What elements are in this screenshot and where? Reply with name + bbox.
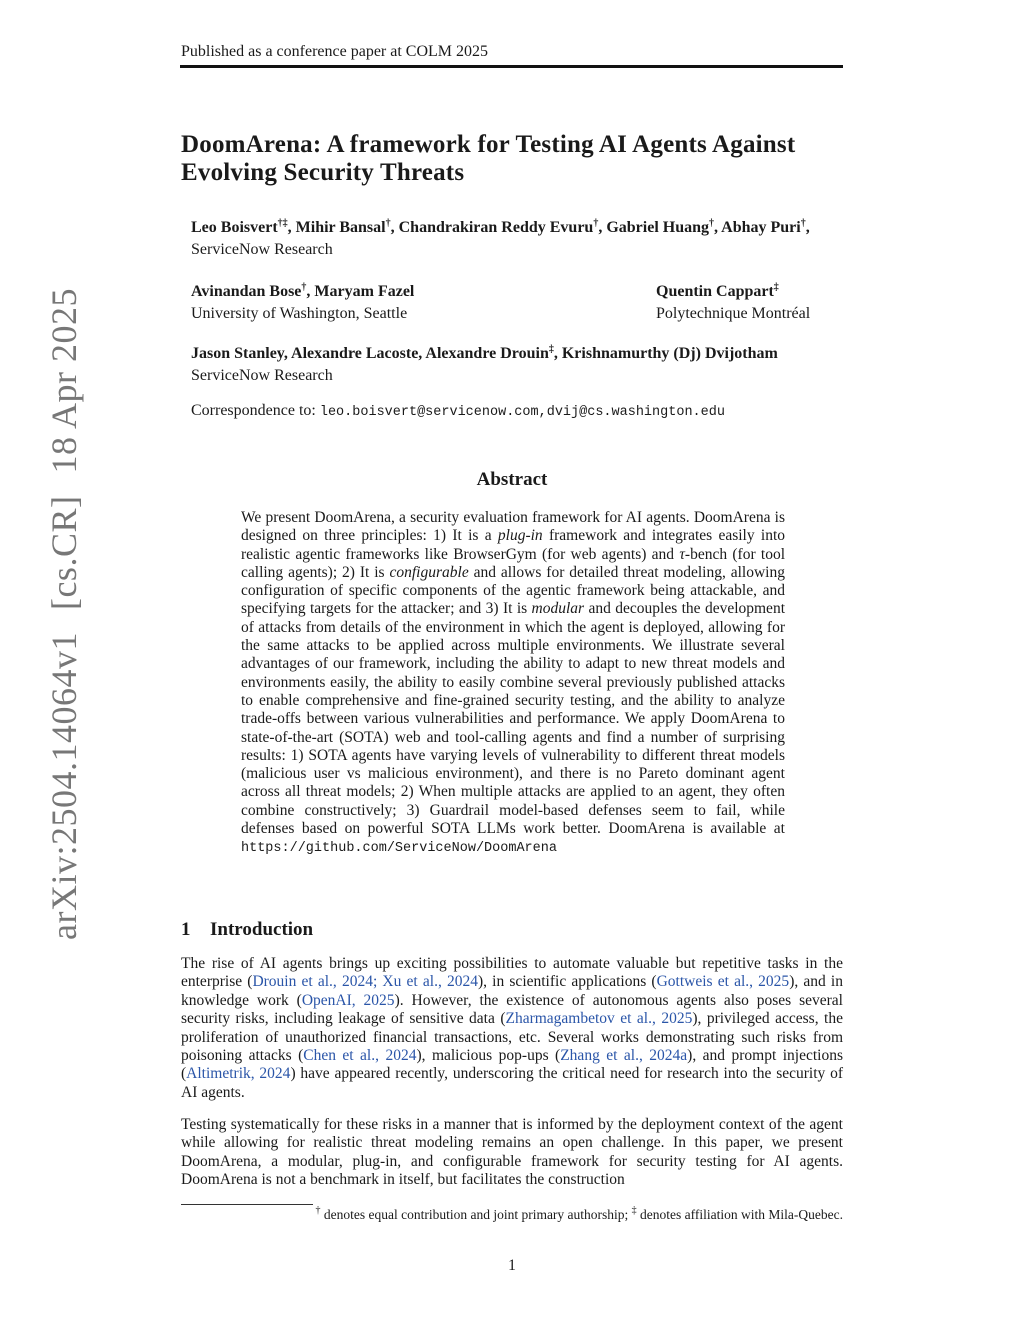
section-heading: 1 Introduction xyxy=(181,919,314,940)
github-link[interactable]: https://github.com/ServiceNow/DoomArena xyxy=(241,841,557,857)
citation-link[interactable]: Gottweis et al., 2025 xyxy=(656,973,790,991)
abstract-heading: Abstract xyxy=(476,469,548,490)
correspondence: Correspondence to: leo.boisvert@servicenow.com,dvij@cs.washington.edu xyxy=(191,402,725,420)
author-affiliation: Polytechnique Montréal xyxy=(656,305,811,322)
footnote: † denotes equal contribution and joint primary authorship; ‡ denotes affiliation with Mila-Quebec. xyxy=(315,1205,843,1222)
abstract-body: We present DoomArena, a security evaluation framework for AI agents. DoomArena is designed on three principles: 1) It is a plug-in framework and integrates easily into realistic agentic frameworks like BrowserGym (for web agents) and τ-bench (for tool calling agents); 2) It is configurable and allows for detailed threat modeling, allowing configuration of specific components of the agentic framework being attackable, and specifying targets for the attacker; and 3) It is modular and decouples the development of attacks from details of the environment in which the agent is deployed, allowing for the same attacks to be applied across multiple environments. We illustrate several advantages of our framework, including the ability to adapt to new threat models and environments easily, the ability to easily combine several previously published attacks to enable comprehensive and fine-grained security testing, and the ability to analyze trade-offs between various vulnerabilities and performance. We apply DoomArena to state-of-the-art (SOTA) web and tool-calling agents and find a number of surprising results: 1) SOTA agents have varying levels of vulnerability to different threat models (malicious user vs malicious environment), and there is no Pareto dominant agent across all threat models; 2) When multiple attacks are applied to an agent, they often combine constructively; 3) Guardrail model-based defenses seem to fail, while defenses based on powerful SOTA LLMs work better. DoomArena is available at https://github.com/ServiceNow/DoomArena xyxy=(241,509,786,857)
arxiv-date: 18 Apr 2025 xyxy=(44,288,84,474)
arxiv-category: [cs.CR] xyxy=(44,495,84,611)
author-group-2 xyxy=(191,281,591,325)
citation-link[interactable]: Zhang et al., 2024a xyxy=(560,1047,688,1065)
paper-title: DoomArena: A framework for Testing AI Agents Against Evolving Security Threats xyxy=(181,131,796,186)
intro-paragraph-1: The rise of AI agents brings up exciting possibilities to automate valuable but repetitive tasks in the enterprise (Drouin et al., 2024; Xu et al., 2024), in scientific applications (Gottweis et al., 2025), and in knowledge work (OpenAI, 2025). However, the existence of autonomous agents also poses several security risks, including leakage of sensitive data (Zharmagambetov et al., 2025), privileged access, the proliferation of unauthorized financial transactions, etc. Several works demonstrating such risks from poisoning attacks (Chen et al., 2024), malicious pop-ups (Zhang et al., 2024a), and prompt injections (Altimetrik, 2024) have appeared recently, underscoring the critical need for research into the security of AI agents. xyxy=(181,955,843,1101)
author-group-4 xyxy=(191,343,891,387)
arxiv-id: arXiv:2504.14064v1 xyxy=(44,632,84,940)
author-affiliation: University of Washington, Seattle xyxy=(191,305,408,322)
email-link[interactable]: leo.boisvert@servicenow.com xyxy=(319,405,539,420)
author-affiliation: ServiceNow Research xyxy=(191,367,333,384)
citation-link[interactable]: Drouin et al., 2024; Xu et al., 2024 xyxy=(252,973,478,991)
citation-link[interactable]: Chen et al., 2024 xyxy=(303,1047,417,1065)
citation-link[interactable]: OpenAI, 2025 xyxy=(301,991,395,1009)
author-names: Avinandan Bose†, Maryam Fazel xyxy=(191,282,415,300)
page-number: 1 xyxy=(508,1257,516,1274)
correspondence-label: Correspondence to: xyxy=(191,402,316,419)
citation-link[interactable]: Zharmagambetov et al., 2025 xyxy=(505,1010,693,1028)
header-rule xyxy=(180,65,843,68)
author-group-3 xyxy=(656,281,856,325)
author-names: Leo Boisvert†‡, Mihir Bansal†, Chandrakiran Reddy Evuru†, Gabriel Huang†, Abhay Puri†, xyxy=(191,218,810,236)
author-names: Jason Stanley, Alexandre Lacoste, Alexandre Drouin‡, Krishnamurthy (Dj) Dvijotham xyxy=(191,344,778,362)
citation-link[interactable]: Altimetrik, 2024 xyxy=(186,1065,291,1083)
author-group-1 xyxy=(191,217,891,261)
author-affiliation: ServiceNow Research xyxy=(191,241,333,258)
intro-paragraph-2: Testing systematically for these risks in a manner that is informed by the deployment context of the agent while allowing for realistic threat modeling remains an open challenge. In this paper, we present DoomArena, a modular, plug-in, and configurable framework for security testing for AI agents. DoomArena is not a benchmark in itself, but facilitates the construction xyxy=(181,1116,843,1189)
running-header: Published as a conference paper at COLM 2025 xyxy=(181,43,489,60)
author-names: Quentin Cappart‡ xyxy=(656,282,779,300)
arxiv-stamp xyxy=(43,288,85,940)
footnote-rule xyxy=(181,1204,313,1205)
email-link[interactable]: dvij@cs.washington.edu xyxy=(546,405,725,420)
